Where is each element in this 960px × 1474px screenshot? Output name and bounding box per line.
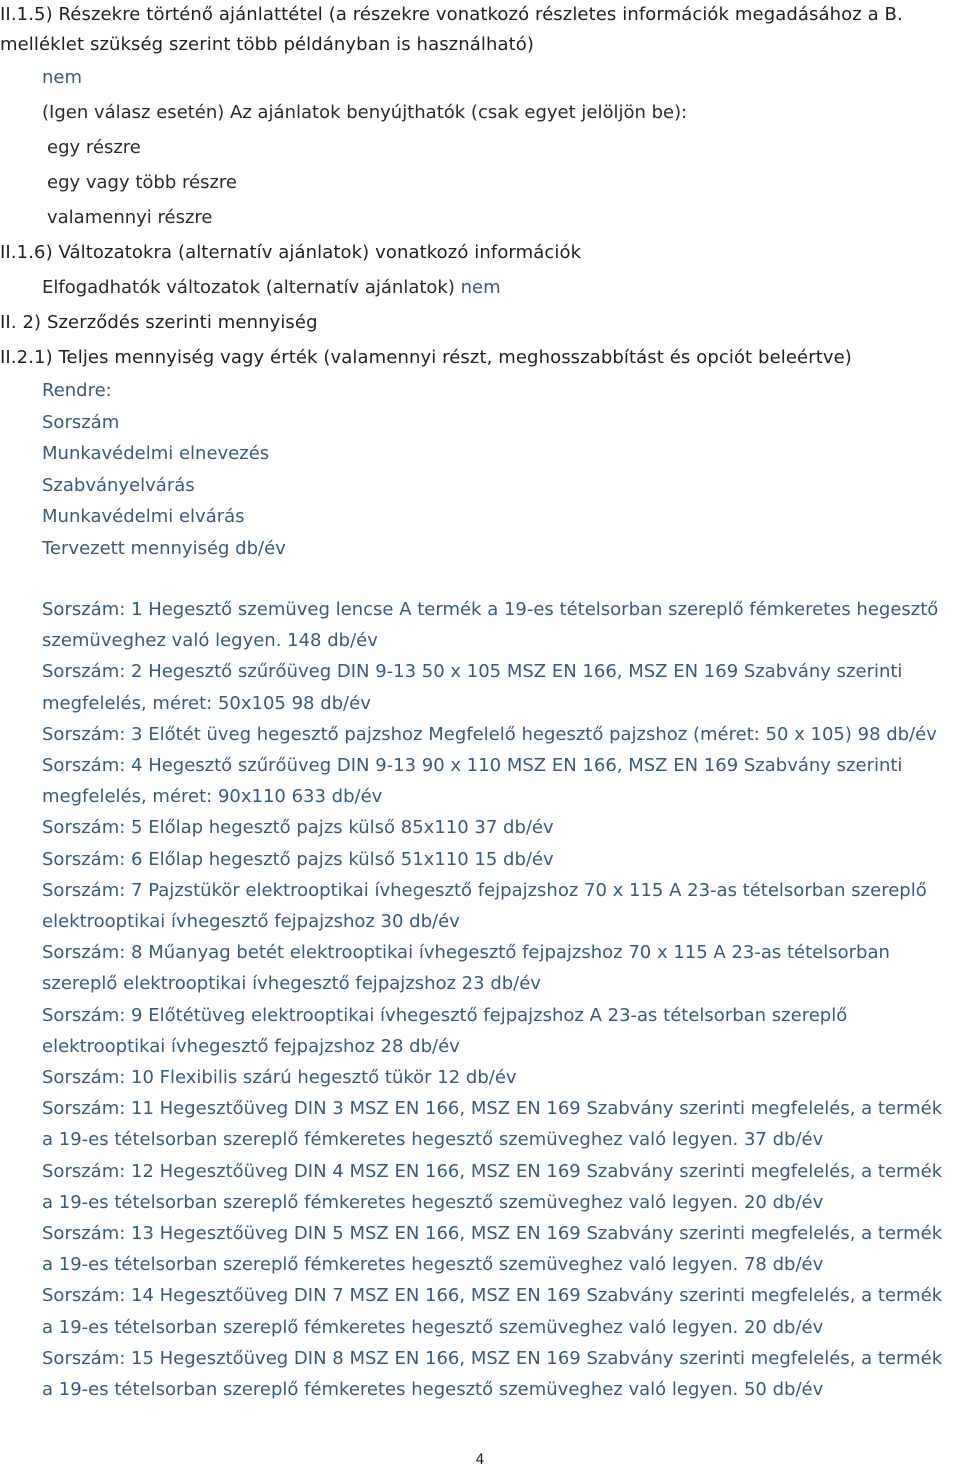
list-item: Sorszám: 13 Hegesztőüveg DIN 5 MSZ EN 166, MSZ EN 169 Szabvány szerinti megfelelés, a termék a 19-es tételsorban szereplő fémkeretes hegesztő szemüveghez való legyen. 78 db/év <box>42 1223 943 1276</box>
list-item: Sorszám: 10 Flexibilis szárú hegesztő tükör 12 db/év <box>42 1067 517 1089</box>
list-item: Sorszám: 14 Hegesztőüveg DIN 7 MSZ EN 166, MSZ EN 169 Szabvány szerinti megfelelés, a termék a 19-es tételsorban szereplő fémkeretes hegesztő szemüveghez való legyen. 20 db/év <box>42 1285 943 1338</box>
list-item: Sorszám: 8 Műanyag betét elektrooptikai ívhegesztő fejpajzshoz 70 x 115 A 23-as tételsorban szereplő elektrooptikai ívhegesztő fejpajzshoz 23 db/év <box>42 942 890 995</box>
variants-line <box>0 270 960 305</box>
section-heading-quantity: II. 2) Szerződés szerinti mennyiség <box>0 312 318 333</box>
label-sorszam: Sorszám <box>42 411 120 433</box>
label-szabvany: Szabványelvárás <box>42 474 195 496</box>
parts-option: egy részre <box>47 137 141 158</box>
section-heading-parts: II.1.5) Részekre történő ajánlattétel (a részekre vonatkozó részletes információk megadásához a B. melléklet szükség szerint több példányban is használható) <box>0 4 903 55</box>
variants-answer: nem <box>460 277 501 298</box>
parts-option: valamennyi részre <box>47 207 213 228</box>
quantity-list <box>0 375 960 1405</box>
parts-if-yes: (Igen válasz esetén) Az ajánlatok benyújthatók (csak egyet jelöljön be): <box>42 102 688 123</box>
section-heading-total: II.2.1) Teljes mennyiség vagy érték (valamennyi részt, meghosszabbítást és opciót beleértve) <box>0 347 852 368</box>
parts-answer: nem <box>42 67 83 88</box>
parts-option: egy vagy több részre <box>47 172 237 193</box>
list-item: Sorszám: 9 Előtétüveg elektrooptikai ívhegesztő fejpajzshoz A 23-as tételsorban szereplő elektrooptikai ívhegesztő fejpajzshoz 28 db/év <box>42 1004 848 1057</box>
list-item: Sorszám: 4 Hegesztő szűrőüveg DIN 9-13 90 x 110 MSZ EN 166, MSZ EN 169 Szabvány szerinti megfelelés, méret: 90x110 633 db/év <box>42 755 903 808</box>
label-elnevezes: Munkavédelmi elnevezés <box>42 443 270 464</box>
list-item: Sorszám: 11 Hegesztőüveg DIN 3 MSZ EN 166, MSZ EN 169 Szabvány szerinti megfelelés, a termék a 19-es tételsorban szereplő fémkeretes hegesztő szemüveghez való legyen. 37 db/év <box>42 1098 943 1151</box>
list-item: Sorszám: 2 Hegesztő szűrőüveg DIN 9-13 50 x 105 MSZ EN 166, MSZ EN 169 Szabvány szerinti megfelelés, méret: 50x105 98 db/év <box>42 661 903 714</box>
label-rendre: Rendre: <box>42 380 112 401</box>
list-item: Sorszám: 7 Pajzstükör elektrooptikai ívhegesztő fejpajzshoz 70 x 115 A 23-as tételsorban szereplő elektrooptikai ívhegesztő fejpajzshoz 30 db/év <box>42 879 927 933</box>
list-item: Sorszám: 1 Hegesztő szemüveg lencse A termék a 19-es tételsorban szereplő fémkeretes hegesztő szemüveghez való legyen. 148 db/év <box>42 599 939 652</box>
label-elvaras: Munkavédelmi elvárás <box>42 506 245 527</box>
variants-label: Elfogadhatók változatok (alternatív ajánlatok) <box>42 277 455 298</box>
section-heading-variants: II.1.6) Változatokra (alternatív ajánlatok) vonatkozó információk <box>0 242 582 263</box>
page-number: 4 <box>475 1452 485 1468</box>
list-item: Sorszám: 12 Hegesztőüveg DIN 4 MSZ EN 166, MSZ EN 169 Szabvány szerinti megfelelés, a termék a 19-es tételsorban szereplő fémkeretes hegesztő szemüveghez való legyen. 20 db/év <box>42 1160 943 1213</box>
list-item: Sorszám: 6 Előlap hegesztő pajzs külső 51x110 15 db/év <box>42 848 554 870</box>
list-item: Sorszám: 3 Előtét üveg hegesztő pajzshoz Megfelelő hegesztő pajzshoz (méret: 50 x 105) 98 db/év <box>42 723 937 745</box>
item-list <box>42 594 960 1405</box>
list-item: Sorszám: 5 Előlap hegesztő pajzs külső 85x110 37 db/év <box>42 817 554 839</box>
list-item: Sorszám: 15 Hegesztőüveg DIN 8 MSZ EN 166, MSZ EN 169 Szabvány szerinti megfelelés, a termék a 19-es tételsorban szereplő fémkeretes hegesztő szemüveghez való legyen. 50 db/év <box>42 1347 943 1401</box>
label-mennyiseg: Tervezett mennyiség db/év <box>42 537 286 559</box>
